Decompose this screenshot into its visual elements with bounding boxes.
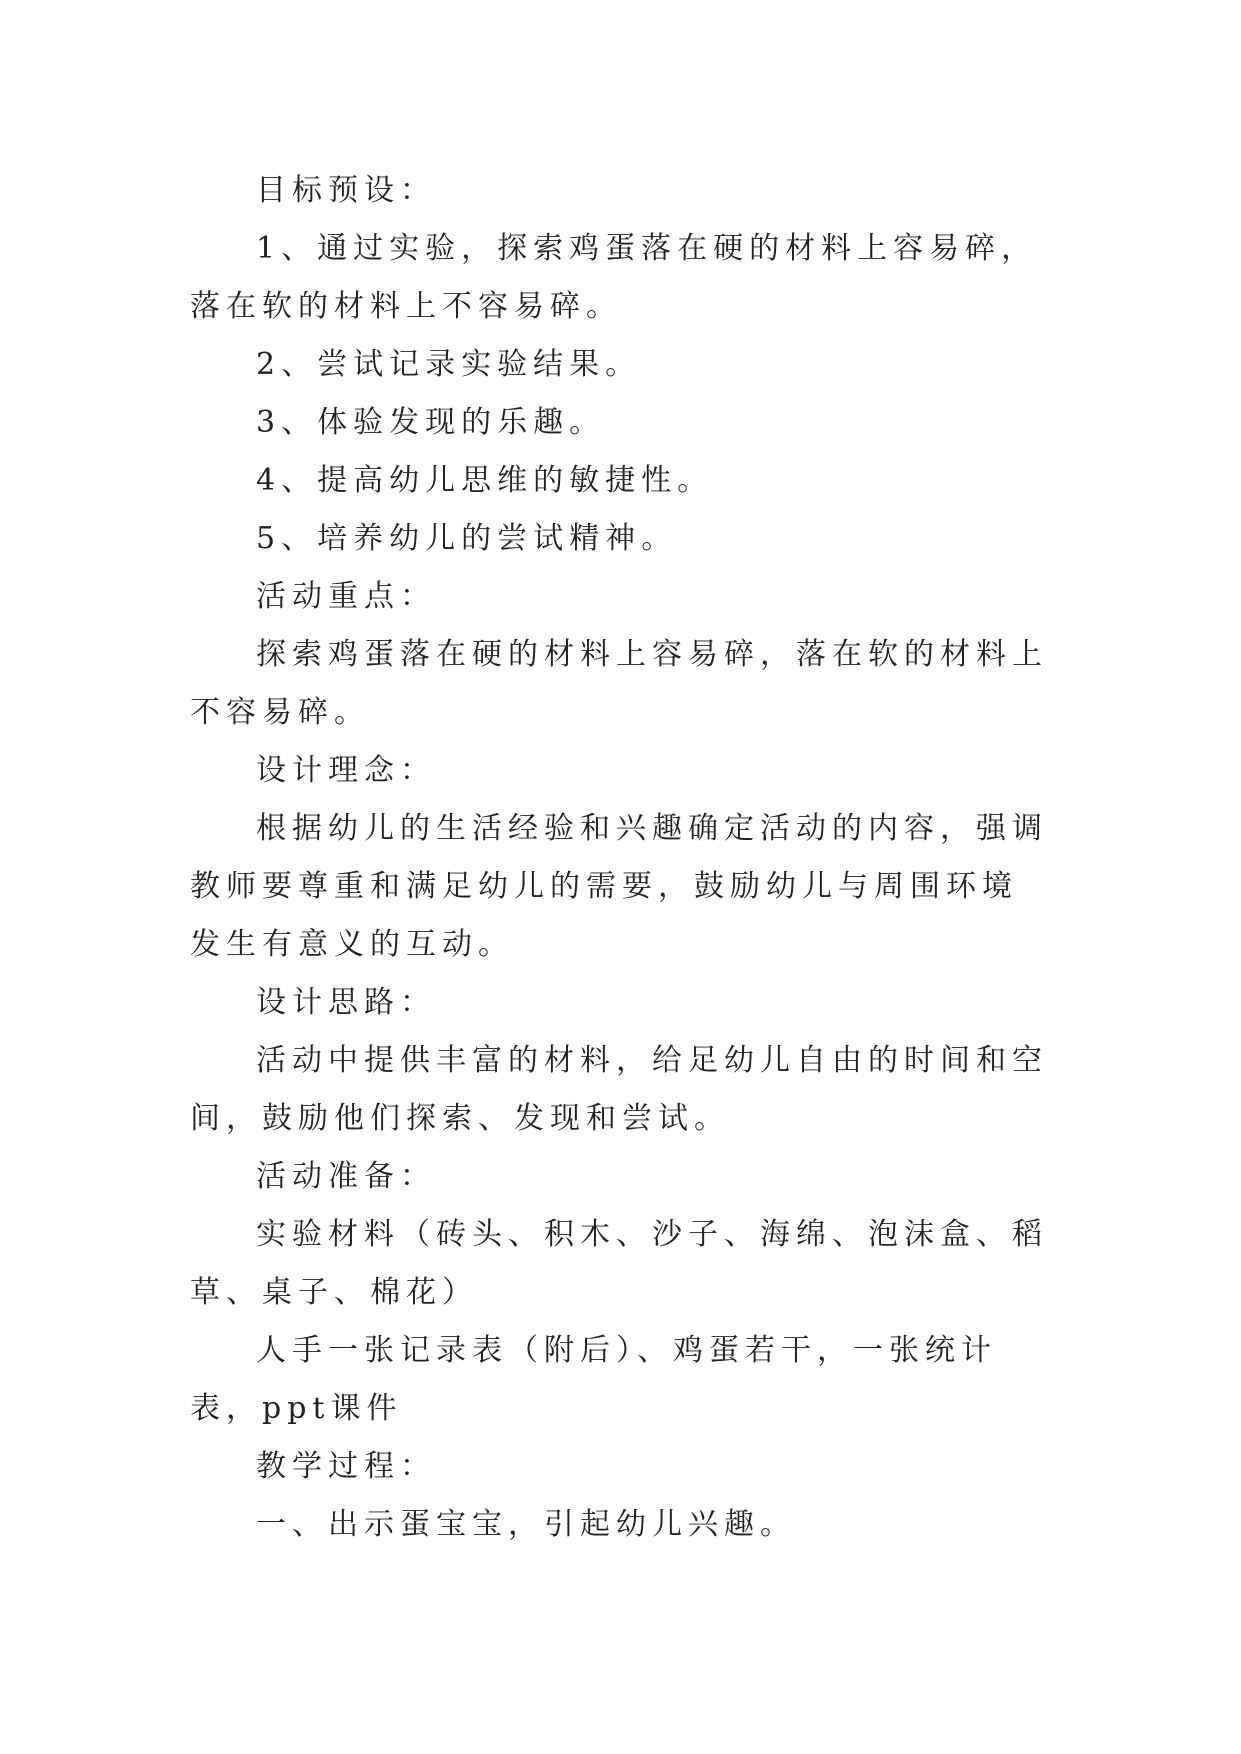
document-body <box>190 162 1050 1554</box>
heading-design-idea: 设计思路： <box>256 985 436 1020</box>
heading-design-concept: 设计理念： <box>256 753 436 788</box>
preparation-items: 人手一张记录表（附后）、鸡蛋若干，一张统计表，ppt课件 <box>190 1333 997 1426</box>
goal-item-4: 4、提高幼儿思维的敏捷性。 <box>256 463 714 498</box>
heading-key-points: 活动重点： <box>256 579 436 614</box>
goal-item-2: 2、尝试记录实验结果。 <box>256 347 642 382</box>
key-points-text: 探索鸡蛋落在硬的材料上容易碎，落在软的材料上不容易碎。 <box>190 637 1048 730</box>
preparation-materials: 实验材料（砖头、积木、沙子、海绵、泡沫盒、稻草、桌子、棉花） <box>190 1217 1048 1310</box>
heading-preparation: 活动准备： <box>256 1159 436 1194</box>
heading-teaching-process: 教学过程： <box>256 1449 436 1484</box>
design-idea-text: 活动中提供丰富的材料，给足幼儿自由的时间和空间，鼓励他们探索、发现和尝试。 <box>190 1043 1048 1136</box>
design-concept-text: 根据幼儿的生活经验和兴趣确定活动的内容，强调教师要尊重和满足幼儿的需要，鼓励幼儿与周围环境发生有意义的互动。 <box>190 811 1048 962</box>
goal-item-3: 3、体验发现的乐趣。 <box>256 405 606 440</box>
goal-item-1: 1、通过实验，探索鸡蛋落在硬的材料上容易碎，落在软的材料上不容易碎。 <box>190 231 1038 324</box>
heading-goals: 目标预设： <box>256 173 436 208</box>
teaching-step-1: 一、出示蛋宝宝，引起幼儿兴趣。 <box>256 1507 796 1542</box>
goal-item-5: 5、培养幼儿的尝试精神。 <box>256 521 678 556</box>
